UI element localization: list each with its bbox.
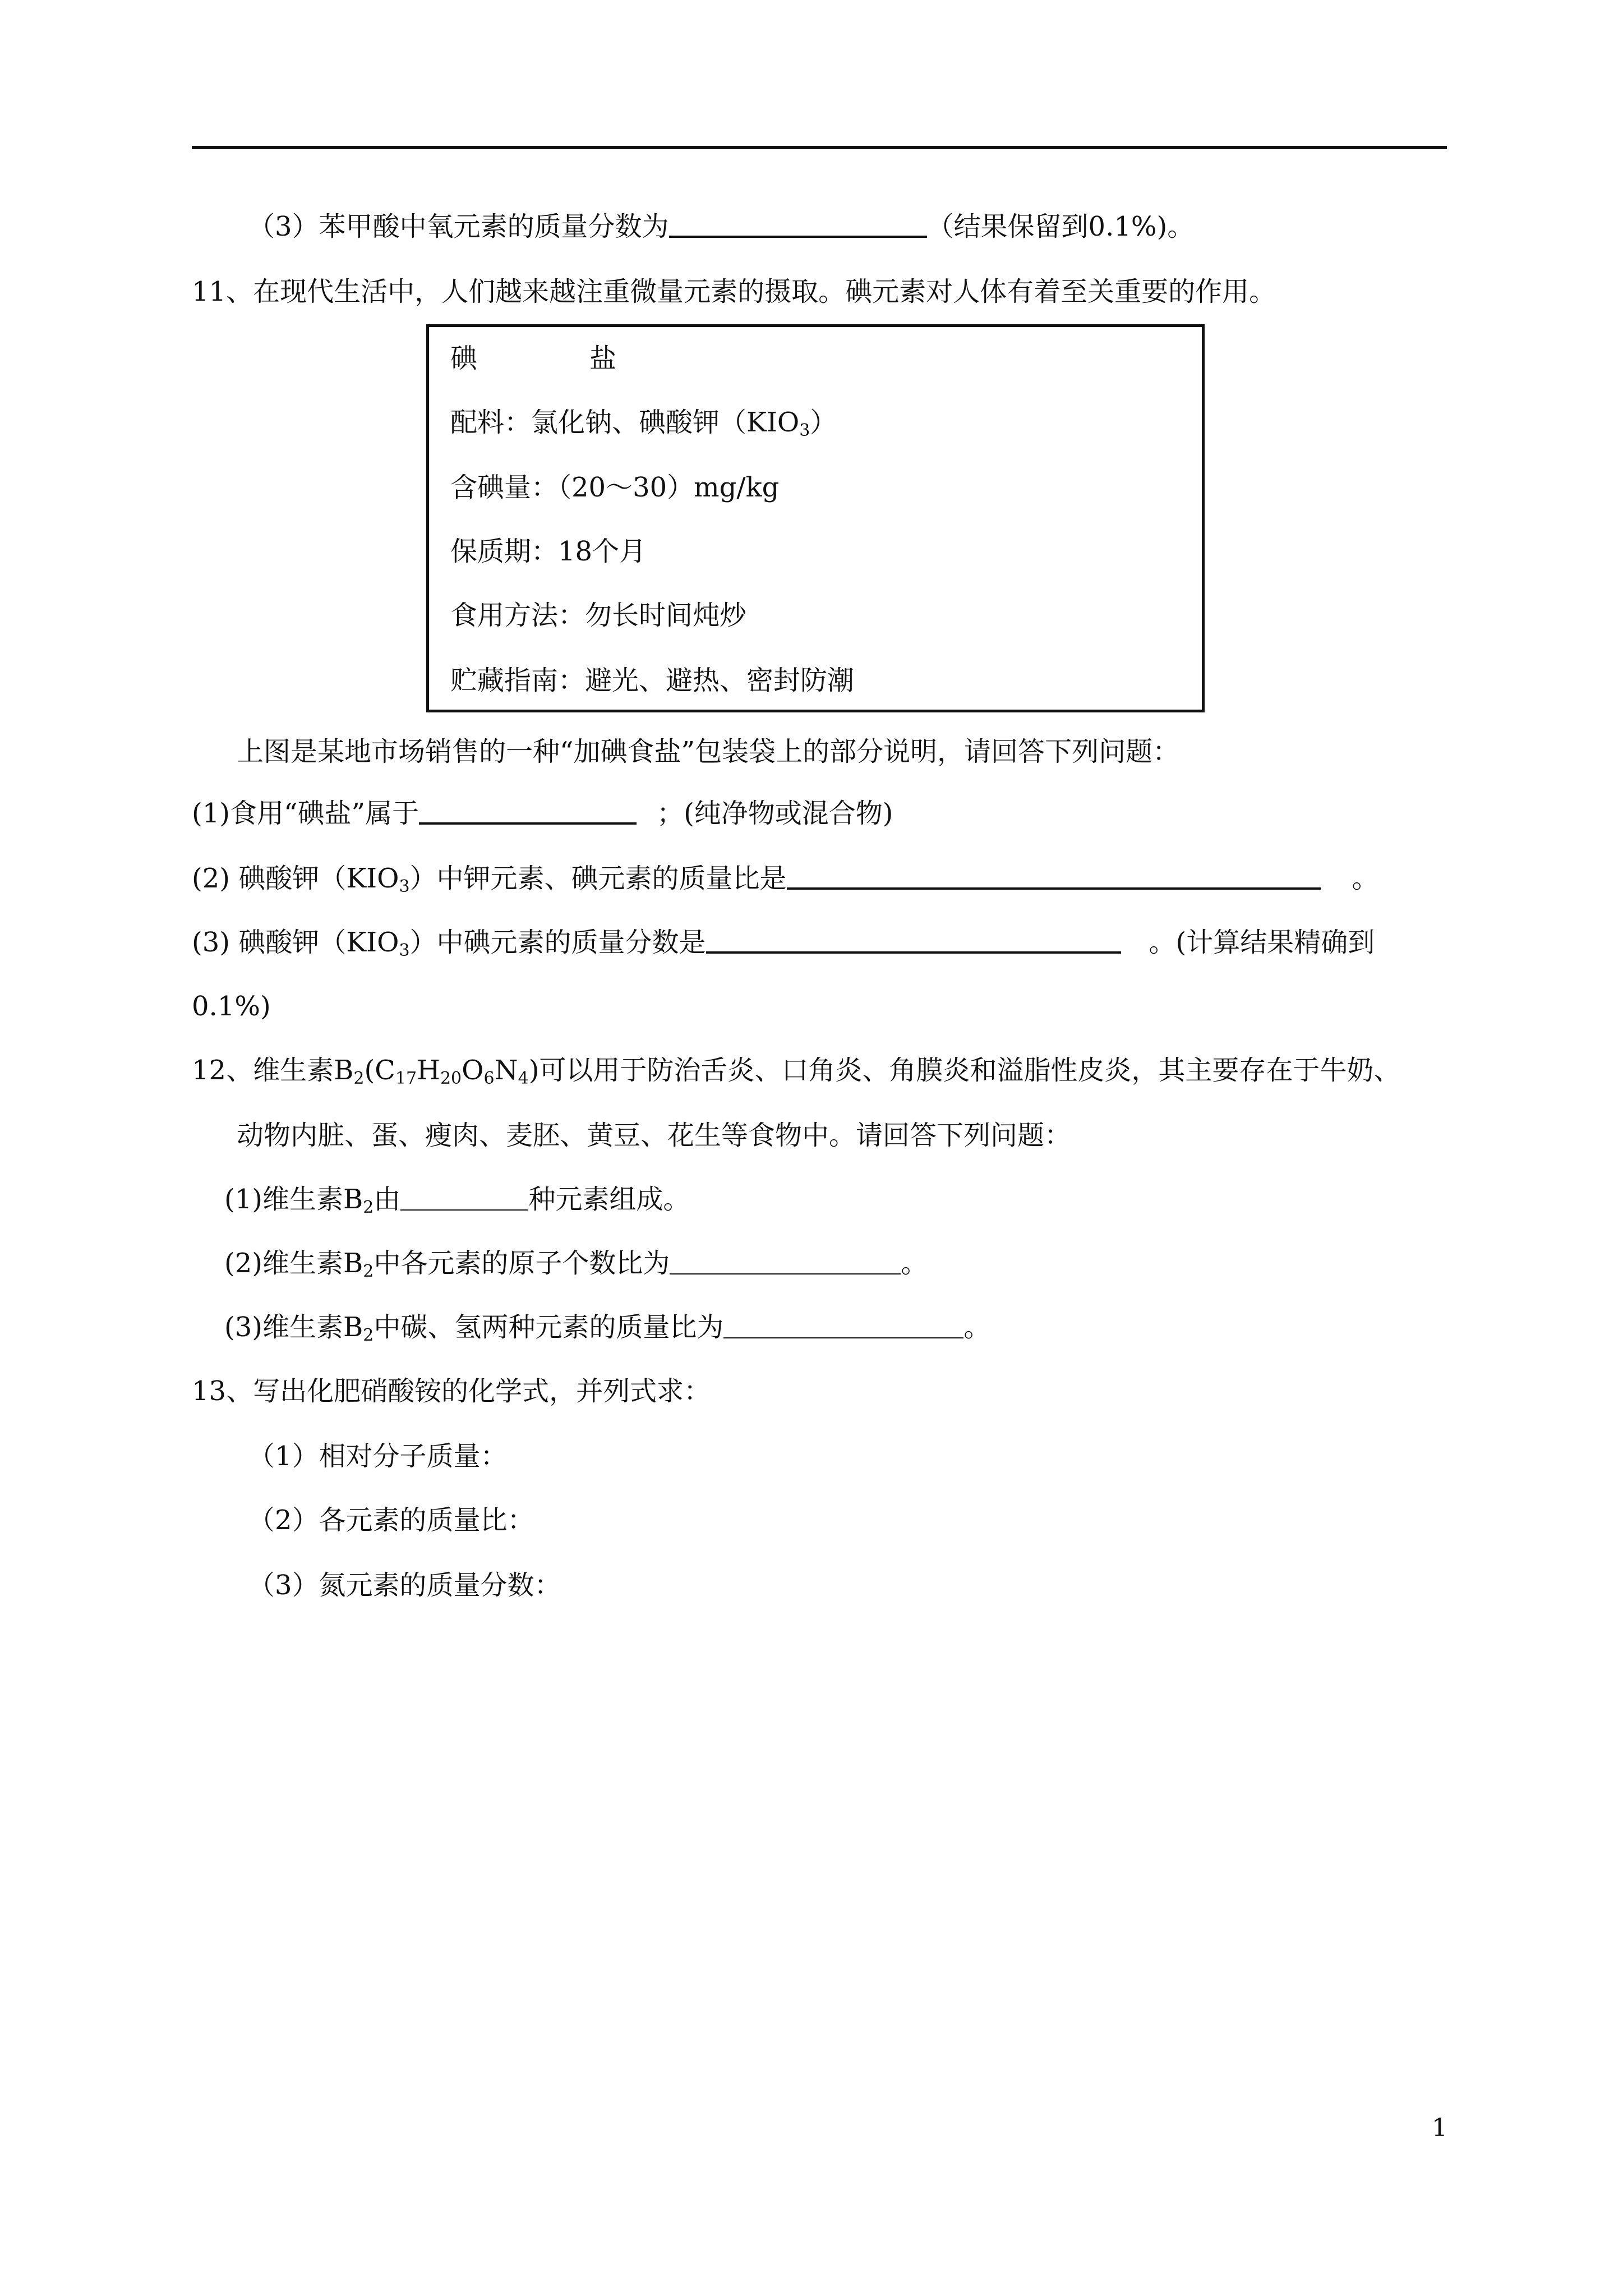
q10-part3 [248, 210, 1194, 243]
q12-part1-blank [400, 1185, 528, 1211]
q12-part1-pre: (1)维生素B [224, 1184, 363, 1215]
label-storage: 贮藏指南：避光、避热、密封防潮 [450, 665, 855, 696]
q12-part3-pre: (3)维生素B [224, 1312, 363, 1343]
q11-part2-pre: (2) 碘酸钾（KIO [192, 863, 399, 894]
q12-line1-e: N [494, 1055, 518, 1086]
q11-part1-post: ；(纯净物或混合物) [657, 798, 893, 829]
q12-part2-sub: 2 [363, 1262, 374, 1281]
q12-line1-sub-o: 6 [483, 1069, 495, 1088]
q12-line1-a: 12、维生素B [192, 1055, 354, 1086]
q11-lead: 上图是某地市场销售的一种“加碘食盐”包装袋上的部分说明，请回答下列问题： [237, 736, 1180, 767]
q12-part3-post: 。 [963, 1312, 991, 1343]
q12-line1-sub-c: 17 [395, 1069, 417, 1088]
q12-part1 [224, 1182, 690, 1216]
q11-part3-sub: 3 [399, 941, 410, 960]
q12-part1-post: 种元素组成。 [528, 1184, 690, 1215]
q11-part1-blank [419, 798, 637, 825]
q10-part3-text: （3）苯甲酸中氧元素的质量分数为 [248, 211, 669, 242]
q11-part2 [192, 862, 1379, 895]
label-ingredients [450, 406, 837, 439]
q12-part3-mid: 中碳、氢两种元素的质量比为 [374, 1312, 724, 1343]
q10-part3-blank [669, 211, 927, 238]
q12-part2-pre: (2)维生素B [224, 1248, 363, 1279]
q11-part3-mid: ）中碘元素的质量分数是 [409, 927, 706, 958]
q11-part3 [192, 926, 1375, 959]
label-usage: 食用方法：勿长时间炖炒 [450, 600, 747, 631]
label-ingredients-pre: 配料：氯化钠、碘酸钾（KIO [450, 407, 800, 438]
q12-line1-d: O [462, 1055, 484, 1086]
q12-line1-b: (C [364, 1055, 395, 1086]
q12-line1-f: )可以用于防治舌炎、口角炎、角膜炎和溢脂性皮炎，其主要存在于牛奶、 [528, 1055, 1401, 1086]
label-shelf-life: 保质期：18个月 [450, 536, 647, 567]
q12-part2-post: 。 [901, 1248, 928, 1279]
q10-part3-tail: （结果保留到0.1%)。 [926, 211, 1195, 242]
q12-line1 [192, 1053, 1400, 1087]
q11-part1-pre: (1)食用“碘盐”属于 [192, 798, 419, 829]
q11-part3-continued: 0.1%) [192, 991, 271, 1022]
q11-part2-mid: ）中钾元素、碘元素的质量比是 [409, 863, 787, 894]
q11-part2-sub: 3 [399, 877, 410, 896]
q12-part1-mid: 由 [374, 1184, 401, 1215]
q12-part3 [224, 1310, 990, 1344]
q12-part3-blank [723, 1313, 963, 1338]
q12-part1-sub: 2 [363, 1198, 374, 1217]
q11-intro: 11、在现代生活中，人们越来越注重微量元素的摄取。碘元素对人体有着至关重要的作用。 [192, 276, 1276, 307]
label-title-a: 碘 [450, 343, 478, 374]
page-number: 1 [1432, 2114, 1447, 2142]
q11-part3-blank [706, 927, 1121, 954]
q12-line1-sub-b: 2 [353, 1069, 365, 1088]
label-title-b: 盐 [589, 343, 617, 374]
q13-part2: （2）各元素的质量比： [248, 1504, 534, 1536]
q12-line2: 动物内脏、蛋、瘦肉、麦胚、黄豆、花生等食物中。请回答下列问题： [237, 1120, 1072, 1151]
q11-part1 [192, 797, 893, 830]
q11-part2-blank [787, 863, 1321, 890]
q12-part2-blank [670, 1249, 901, 1274]
label-title [450, 342, 616, 375]
q13-intro: 13、写出化肥硝酸铵的化学式，并列式求： [192, 1375, 711, 1407]
label-ingredients-post: ） [810, 407, 837, 438]
iodized-salt-label [426, 324, 1205, 712]
q12-line1-c: H [417, 1055, 440, 1086]
q12-part2-mid: 中各元素的原子个数比为 [374, 1248, 670, 1279]
q11-part2-post: 。 [1352, 863, 1379, 894]
q12-part3-sub: 2 [363, 1326, 374, 1345]
q12-line1-sub-n: 4 [518, 1069, 529, 1088]
header-rule [192, 146, 1447, 149]
q12-line1-sub-h: 20 [440, 1069, 462, 1088]
q13-part3: （3）氮元素的质量分数： [248, 1570, 561, 1601]
label-ingredients-sub: 3 [799, 421, 810, 440]
q13-part1: （1）相对分子质量： [248, 1441, 508, 1472]
q11-part3-pre: (3) 碘酸钾（KIO [192, 927, 399, 958]
label-iodine-content: 含碘量：（20～30）mg/kg [450, 472, 780, 503]
q11-part3-post: 。(计算结果精确到 [1149, 927, 1375, 958]
q12-part2 [224, 1246, 928, 1280]
